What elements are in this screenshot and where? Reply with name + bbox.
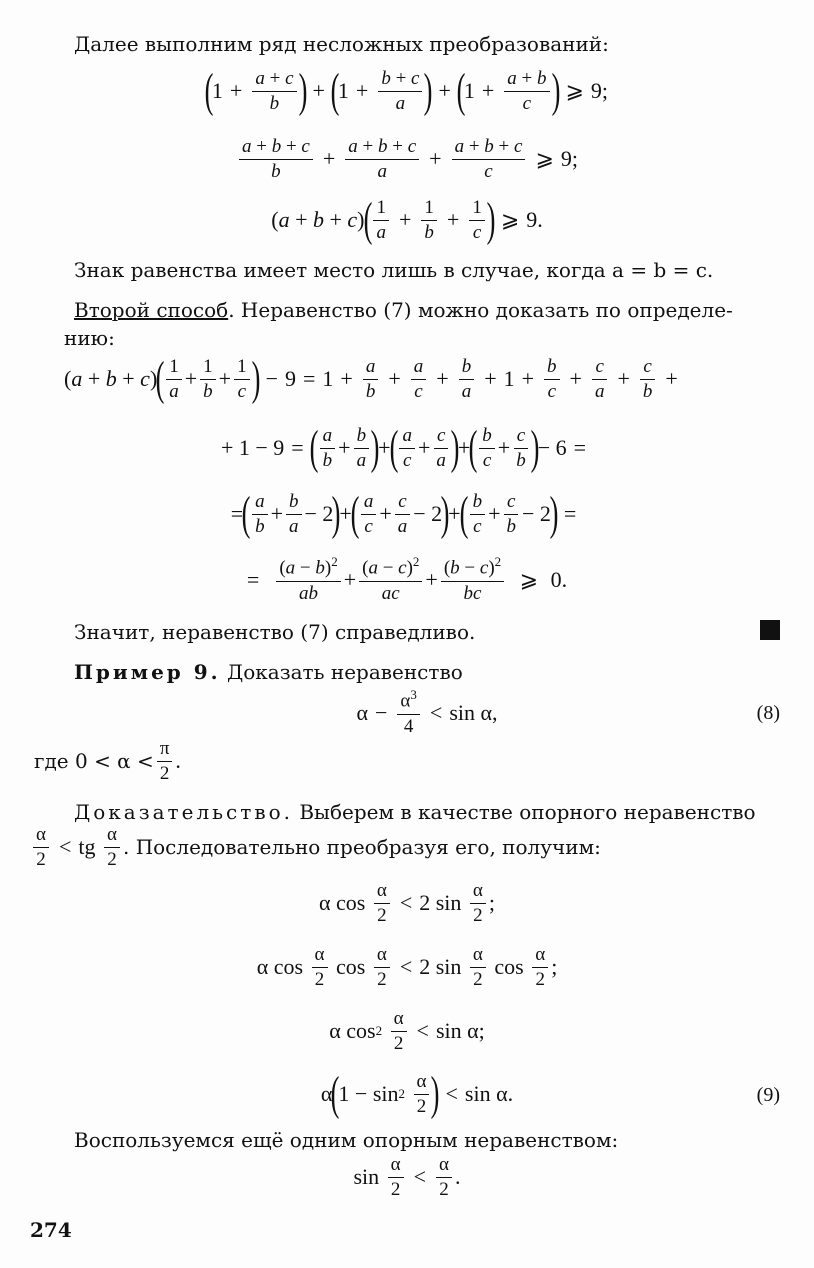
equation-factored: ( a + b + c ) ( $\frac{1}{a}$ + $\frac{1}{b}$ + $\frac{1}{c}$ ) ⩾ 9.: [271, 193, 543, 246]
example-label: Пример 9.: [74, 660, 221, 684]
derivation-line-3: = ( $\frac{a}{b}$ + $\frac{b}{a}$ − 2 ) + ( $\frac{a}{c}$ + $\frac{c}{a}$ − 2 ) + ( $\frac{b}{c}$ + $\frac{c}{b}$ − 2 ) =: [230, 487, 577, 540]
derivation-line-4: = $\frac{(a - b)^2}{ab}$ + $\frac{(a - c)^2}{ac}$ + $\frac{(b - c)^2}{bc}$ ⩾ 0.: [246, 554, 568, 604]
conclusion-text: Значит, неравенство (7) справедливо.: [74, 620, 476, 644]
equation-common-numerator: $\frac{a + b + c}{b}$ + $\frac{a + b + c}{a}$ + $\frac{a + b + c}{c}$ ⩾ 9;: [0, 132, 814, 186]
proof-line: [74, 800, 756, 824]
where-prefix: где 0 < α <: [34, 749, 154, 773]
example-text: Доказать неравенство: [220, 660, 463, 684]
derivation-line-2: + 1 − 9 = ( $\frac{a}{b}$ + $\frac{b}{a}$ ) + ( $\frac{a}{c}$ + $\frac{c}{a}$ ) + ( $\frac{b}{c}$ + $\frac{c}{b}$ ) − 6 =: [220, 421, 587, 474]
equation-number-8: (8): [756, 702, 780, 724]
transform-2: α cos $\frac{\alpha}{2}$ cos $\frac{\alpha}{2}$ < 2 sin $\frac{\alpha}{2}$ cos $\frac{\alpha}{2}$ ;: [256, 943, 558, 990]
method2-line: [74, 298, 733, 322]
method2-cont: нию:: [64, 326, 115, 350]
reference-inequality-line: $\frac{\alpha}{2}$ < tg $\frac{\alpha}{2}$ . Последовательно преобразуя его, получим:: [30, 822, 601, 872]
qed-square-icon: [760, 620, 780, 640]
method2-title: Второй способ: [74, 298, 229, 322]
method2-rest: . Неравенство (7) можно доказать по определе-: [228, 298, 733, 322]
equation-number-9: (9): [756, 1084, 780, 1106]
intro-text: Далее выполним ряд несложных преобразований:: [74, 32, 609, 56]
derivation-line-1: ( a + b + c ) ( $\frac{1}{a}$ + $\frac{1}{b}$ + $\frac{1}{c}$ ) − 9 = 1 + $\frac{a}{b}$ + $\frac{a}{c}$ + $\frac{b}{a}$ + 1 + $\frac{b}{c}$ + $\frac{c}{a}$ + $\frac{c}{b}$ +: [64, 352, 678, 405]
another-inequality-text: Воспользуемся ещё одним опорным неравенством:: [74, 1128, 619, 1152]
proof-text: Выберем в качестве опорного неравенство: [292, 800, 756, 824]
proof-cont: . Последовательно преобразуя его, получим:: [122, 835, 601, 859]
condition-line: где 0 < α < $\frac{\pi}{2}$ .: [34, 737, 181, 784]
example-line: [74, 660, 463, 684]
transform-3: α cos 2 $\frac{\alpha}{2}$ < sin α;: [329, 1007, 485, 1054]
page-number: 274: [30, 1218, 72, 1242]
reference-inequality-sin: sin $\frac{\alpha}{2}$ < $\frac{\alpha}{2}$ .: [353, 1153, 461, 1200]
proof-label: Доказательство.: [74, 800, 293, 824]
inequality-8: α − $\frac{\alpha^3}{4}$ < sin α,: [356, 687, 498, 737]
inequality-9: α ( 1 − sin 2 $\frac{\alpha}{2}$ ) < sin α.: [320, 1067, 514, 1120]
equation-sum-of-brackets: ( 1 + $\frac{a + c}{b}$ ) + ( 1 + $\frac{b + c}{a}$ ) + ( 1 + $\frac{a + b}{c}$ ) ⩾ 9;: [204, 64, 609, 117]
transform-1: α cos $\frac{\alpha}{2}$ < 2 sin $\frac{\alpha}{2}$ ;: [318, 879, 496, 926]
equality-case-text: Знак равенства имеет место лишь в случае, когда a = b = c.: [74, 258, 714, 282]
